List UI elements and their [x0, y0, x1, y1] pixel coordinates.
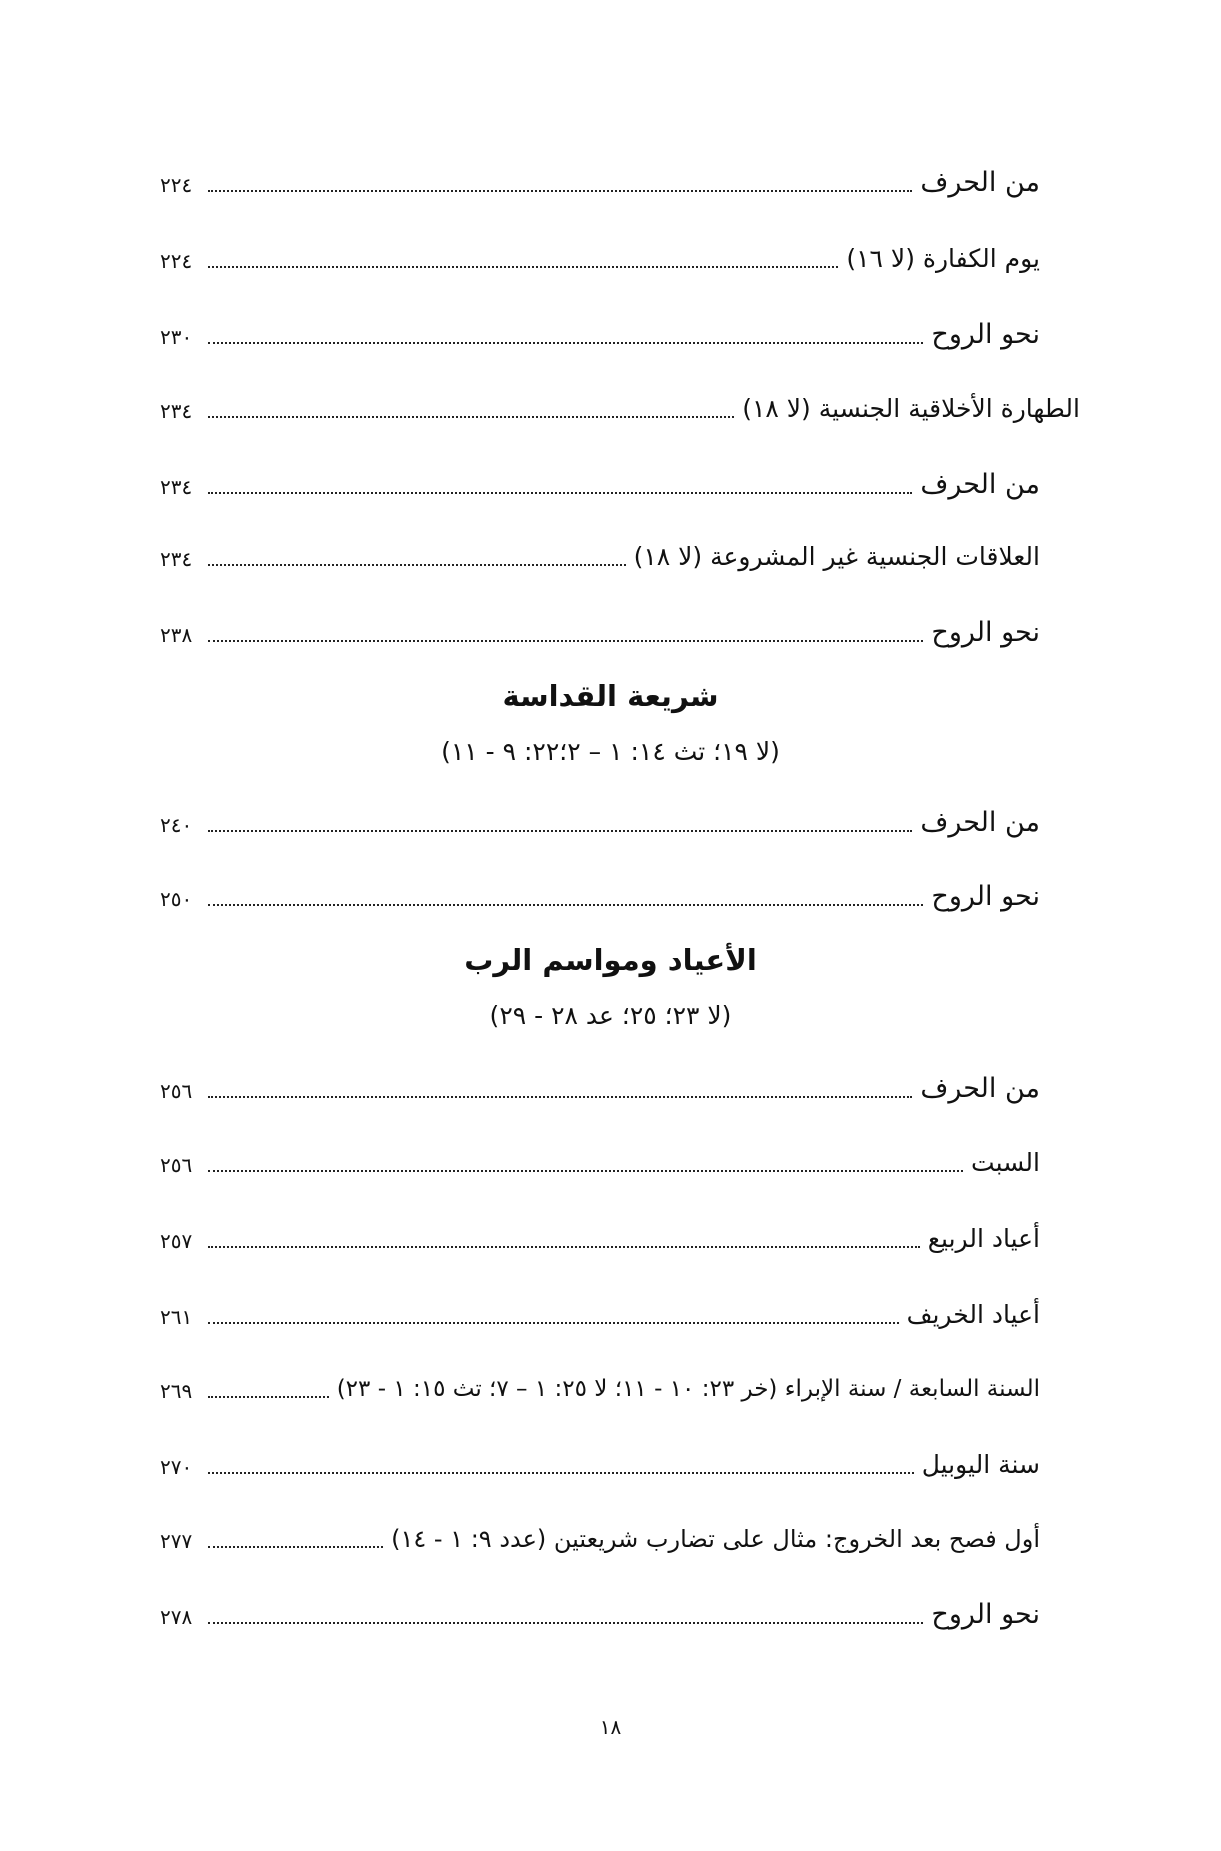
toc-entry-page: ٢٧٠	[160, 1455, 193, 1479]
toc-entry-title: السبت	[971, 1148, 1040, 1177]
toc-entry	[160, 160, 1040, 200]
dot-leader	[208, 265, 838, 268]
dot-leader	[208, 1169, 963, 1172]
toc-entry-title: نحو الروح	[931, 617, 1040, 648]
toc-entry-page: ٢٧٨	[160, 1605, 193, 1629]
section-reference: (لا ١٩؛ تث ١٤: ١ – ٢؛٢٢: ٩ - ١١)	[441, 737, 780, 766]
toc-entry	[160, 1140, 1040, 1180]
dot-leader	[208, 903, 923, 906]
toc-entry	[160, 610, 1040, 650]
dot-leader	[208, 1321, 899, 1324]
toc-entry-title: من الحرف	[920, 1073, 1040, 1104]
toc-entry-page: ٢٣٨	[160, 623, 193, 647]
toc-entry-title: يوم الكفارة (لا ١٦)	[846, 244, 1040, 273]
dot-leader	[208, 829, 912, 832]
toc-entry	[160, 1366, 1040, 1406]
toc-entry-page: ٢٧٧	[160, 1529, 193, 1553]
toc-entry-title: السنة السابعة / سنة الإبراء (خر ٢٣: ١٠ - ١١؛ لا ٢٥: ١ – ٧؛ تث ١٥: ١ - ٢٣)	[336, 1376, 1040, 1402]
section-reference: (لا ٢٣؛ ٢٥؛ عد ٢٨ - ٢٩)	[489, 1001, 732, 1030]
toc-entry-page: ٢٣٤	[160, 399, 193, 423]
toc-entry-page: ٢٣٤	[160, 547, 193, 571]
dot-leader	[208, 415, 734, 418]
dot-leader	[208, 1621, 923, 1624]
toc-entry-title: أول فصح بعد الخروج: مثال على تضارب شريعتين (عدد ٩: ١ - ١٤)	[391, 1525, 1040, 1553]
toc-entry-title: نحو الروح	[931, 881, 1040, 912]
dot-leader	[208, 1395, 329, 1398]
dot-leader	[208, 1245, 920, 1248]
toc-entry-title: من الحرف	[920, 807, 1040, 838]
toc-entry-page: ٢٥٦	[160, 1153, 193, 1177]
toc-entry	[160, 462, 1040, 502]
toc-entry	[160, 874, 1040, 914]
toc-entry-page: ٢٢٤	[160, 173, 193, 197]
toc-entry-page: ٢٥٧	[160, 1229, 193, 1253]
toc-entry	[160, 1592, 1040, 1632]
toc-entry	[160, 1442, 1040, 1482]
toc-entry-page: ٢٢٤	[160, 249, 193, 273]
toc-entry-title: نحو الروح	[931, 1599, 1040, 1630]
toc-entry	[160, 800, 1040, 840]
toc-entry-page: ٢٦٩	[160, 1379, 193, 1403]
section-heading: شريعة القداسة	[502, 679, 719, 713]
toc-entry-page: ٢٤٠	[160, 813, 193, 837]
dot-leader	[208, 563, 626, 566]
toc-entry-title: من الحرف	[920, 469, 1040, 500]
toc-entry-title: الطهارة الأخلاقية الجنسية (لا ١٨)	[742, 394, 1080, 423]
toc-entry-title: أعياد الربيع	[927, 1224, 1040, 1253]
toc-entry-title: نحو الروح	[931, 319, 1040, 350]
dot-leader	[208, 341, 923, 344]
toc-entry	[160, 386, 1080, 426]
toc-entry-page: ٢٥٦	[160, 1079, 193, 1103]
toc-entry	[160, 1216, 1040, 1256]
toc-entry-title: أعياد الخريف	[906, 1300, 1040, 1329]
dot-leader	[208, 1471, 914, 1474]
toc-entry-page: ٢٣٠	[160, 325, 193, 349]
toc-entry-title: من الحرف	[920, 167, 1040, 198]
section-heading: الأعياد ومواسم الرب	[464, 943, 757, 977]
dot-leader	[208, 189, 912, 192]
toc-entry-title: العلاقات الجنسية غير المشروعة (لا ١٨)	[633, 542, 1040, 571]
dot-leader	[208, 1545, 383, 1548]
toc-entry	[160, 312, 1040, 352]
toc-entry	[160, 236, 1040, 276]
dot-leader	[208, 1095, 912, 1098]
toc-entry-title: سنة اليوبيل	[921, 1450, 1040, 1479]
toc-entry-page: ٢٦١	[160, 1305, 193, 1329]
toc-entry	[160, 1066, 1040, 1106]
toc-entry-page: ٢٥٠	[160, 887, 193, 911]
toc-entry-page: ٢٣٤	[160, 475, 193, 499]
toc-entry	[160, 534, 1040, 574]
page-number: ١٨	[599, 1715, 622, 1739]
dot-leader	[208, 491, 912, 494]
toc-entry	[160, 1516, 1040, 1556]
toc-entry	[160, 1292, 1040, 1332]
dot-leader	[208, 639, 923, 642]
